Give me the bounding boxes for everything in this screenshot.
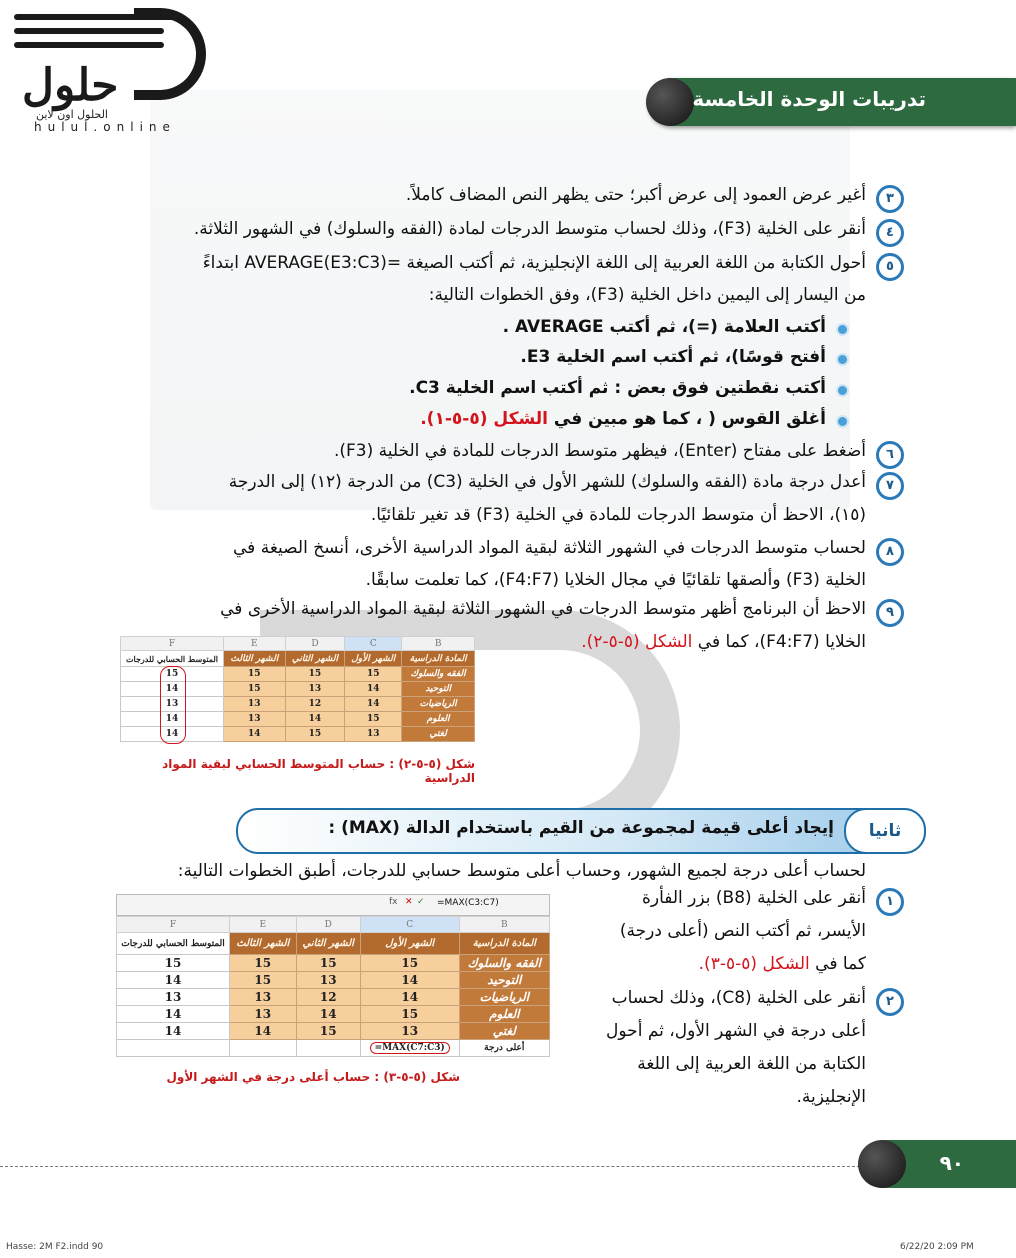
step-9-text-line1: الاحظ أن البرنامج أظهر متوسط الدرجات في الشهور الثلاثة لبقية المواد الدراسية الأخرى في [220, 599, 866, 619]
highlight-oval [160, 666, 186, 744]
section-2-step-number-1: ١ [876, 888, 904, 916]
bullet-dot [838, 386, 847, 395]
page-number-tab [860, 1140, 1016, 1188]
section-2-step-2-line2: أعلى درجة في الشهر الأول، ثم أحول [606, 1021, 866, 1041]
figure-5-5-3-caption: شكل (٥-٥-٣) : حساب أعلى درجة في الشهر الأول [166, 1070, 460, 1084]
step-9-text-line2: الخلايا (F4:F7)، كما في الشكل (٥-٥-٢). [581, 632, 866, 652]
bullet-2-text: أفتح قوسًا)، ثم أكتب اسم الخلية E3. [520, 347, 826, 367]
step-number-3: ٣ [876, 185, 904, 213]
step-7-text-line1: أعدل درجة مادة (الفقه والسلوك) للشهر الأول في الخلية (C3) من الدرجة (١٢) إلى الدرجة [228, 472, 866, 492]
section-2-step-2-line4: الإنجليزية. [796, 1087, 866, 1107]
logo-arabic-sub: الحلول اون لاين [36, 108, 108, 121]
step-number-6: ٦ [876, 441, 904, 469]
figure-5-5-2-caption: شكل (٥-٥-٢) : حساب المتوسط الحسابي لبقية المواد الدراسية [162, 757, 475, 785]
table-row: 15 15 15 15 الفقه والسلوك [121, 667, 475, 682]
formula-bar[interactable] [116, 894, 550, 916]
section-2-intro: لحساب أعلى درجة لجميع الشهور، وحساب أعلى متوسط حسابي للدرجات، أطبق الخطوات التالية: [177, 861, 866, 881]
figure-ref-5-5-1: الشكل (٥-٥-١). [420, 409, 548, 429]
function-icon[interactable]: fx [389, 897, 398, 907]
step-3-text: أغير عرض العمود إلى عرض أكبر؛ حتى يظهر النص المضاف كاملاً. [405, 185, 866, 205]
section-2-pill: ثانيا [844, 808, 926, 854]
confirm-icon[interactable]: ✓ [417, 897, 425, 907]
table-row [117, 1040, 550, 1057]
step-number-7: ٧ [876, 472, 904, 500]
table-row: 14 13 14 15 العلوم [117, 1006, 550, 1023]
step-number-5: ٥ [876, 253, 904, 281]
figure-5-5-3-spreadsheet: =MAX(C3:C7) ✕ ✓ fx F E D C B المتوسط الحسابي للدرجات الشهر الثالث الشهر الثاني الشهر الأول المادة الدراسية 15 15 15 15 الفقه والسلوك 14 15 13 14 التوحيد 13 13 12 14 الرياضيات 14 13 14 15 العلوم 14 14 15 13 لغتي =MAX(C7:C3) أعلى درجة [116, 894, 550, 1057]
section-2-step-2-line1: أنقر على الخلية (C8)، وذلك لحساب [611, 988, 866, 1008]
section-2-step-number-2: ٢ [876, 988, 904, 1016]
cancel-icon[interactable]: ✕ [405, 897, 413, 907]
logo-latin-sub: hulul.online [34, 120, 176, 134]
unit-title: تدريبات الوحدة الخامسة [692, 87, 926, 111]
bullet-3-text: أكتب نقطتين فوق بعض : ثم أكتب اسم الخلية C3. [409, 378, 826, 398]
highest-grade-label: أعلى درجة [459, 1040, 549, 1057]
bullet-dot [838, 417, 847, 426]
step-6-text: أضغط على مفتاح (Enter)، فيظهر متوسط الدرجات للمادة في الخلية (F3). [333, 441, 866, 461]
step-8-text-line1: لحساب متوسط الدرجات في الشهور الثلاثة لبقية المواد الدراسية الأخرى، أنسخ الصيغة في [233, 538, 866, 558]
section-2-step-2-line3: الكتابة من اللغة العربية إلى اللغة [637, 1054, 866, 1074]
bullet-dot [838, 355, 847, 364]
step-number-4: ٤ [876, 219, 904, 247]
step-8-text-line2: الخلية (F3) وألصقها تلقائيًا في مجال الخلايا (F4:F7)، كما تعلمت سابقًا. [365, 570, 866, 590]
figure-ref-5-5-3: الشكل (٥-٥-٣). [698, 954, 810, 974]
footer-divider [0, 1166, 870, 1167]
step-5-text-line1: أحول الكتابة من اللغة العربية إلى اللغة الإنجليزية، ثم أكتب الصيغة =AVERAGE(E3:C3) ابتداءً [202, 253, 866, 273]
step-number-9: ٩ [876, 599, 904, 627]
table-row: 14 14 15 13 لغتي [121, 727, 475, 742]
table-row: 15 15 15 15 الفقه والسلوك [117, 955, 550, 972]
bullet-dot [838, 325, 847, 334]
step-number-8: ٨ [876, 538, 904, 566]
step-4-text: أنقر على الخلية (F3)، وذلك لحساب متوسط الدرجات لمادة (الفقه والسلوك) في الشهور الثلاثة. [193, 219, 866, 239]
print-info-left: Hasse: 2M F2.indd 90 [6, 1242, 104, 1252]
section-2-step-1-line2: الأيسر، ثم أكتب النص (أعلى درجة) [619, 921, 866, 941]
print-info-right: 6/22/20 2:09 PM [900, 1242, 974, 1252]
formula-bar-text: =MAX(C3:C7) [437, 898, 499, 908]
table-row: 13 13 12 14 الرياضيات [117, 989, 550, 1006]
section-2-heading [236, 808, 926, 854]
table-row: 14 15 13 14 التوحيد [121, 682, 475, 697]
unit-title-banner [648, 78, 1016, 126]
bullet-4-text: أغلق القوس ( ، كما هو مبين في الشكل (٥-٥-١). [420, 409, 826, 429]
table-row: 14 13 14 15 العلوم [121, 712, 475, 727]
site-logo [14, 8, 204, 138]
table-row: 14 15 13 14 التوحيد [117, 972, 550, 989]
table-row: 13 13 12 14 الرياضيات [121, 697, 475, 712]
figure-5-5-2-spreadsheet: F E D C B المتوسط الحسابي للدرجات الشهر الثالث الشهر الثاني الشهر الأول المادة الدراسية 15 15 15 15 الفقه والسلوك 14 15 13 14 التوحيد 13 13 12 14 الرياضيات 14 13 14 15 العلوم 14 14 15 13 لغتي [120, 636, 475, 742]
section-2-title: إيجاد أعلى قيمة لمجموعة من القيم باستخدام الدالة (MAX) : [328, 818, 834, 838]
section-2-step-1-line1: أنقر على الخلية (B8) بزر الفأرة [641, 888, 866, 908]
figure-ref-5-5-2: الشكل (٥-٥-٢). [581, 632, 693, 652]
bullet-1-text: أكتب العلامة (=)، ثم أكتب AVERAGE . [502, 317, 826, 337]
step-7-text-line2: (١٥)، الاحظ أن متوسط الدرجات للمادة في الخلية (F3) قد تغير تلقائيًا. [370, 505, 866, 525]
page-number: ٩٠ [939, 1151, 964, 1175]
max-formula-cell: =MAX(C7:C3) [370, 1042, 450, 1054]
table-row: 14 14 15 13 لغتي [117, 1023, 550, 1040]
logo-word: حلول [22, 60, 119, 111]
section-2-step-1-line3: كما في الشكل (٥-٥-٣). [698, 954, 866, 974]
step-5-text-line2: من اليسار إلى اليمين داخل الخلية (F3)، وفق الخطوات التالية: [428, 285, 866, 305]
